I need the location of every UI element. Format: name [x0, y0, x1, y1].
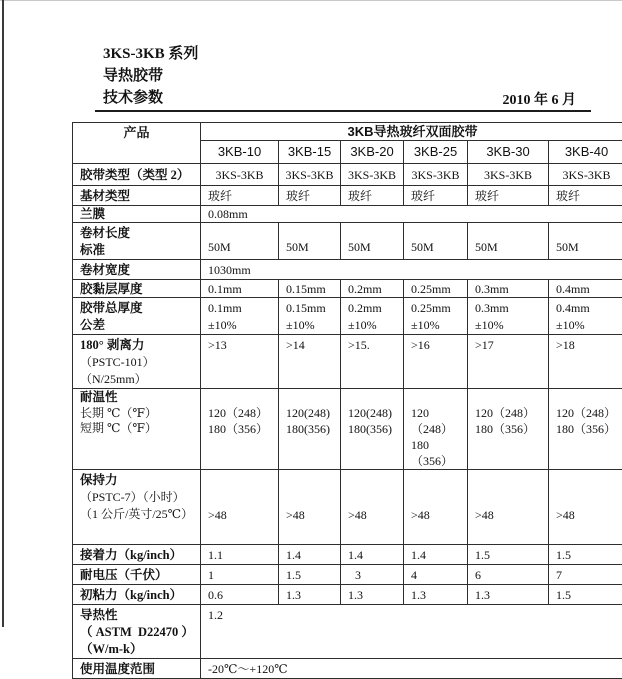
holding-label-line2: （PSTC-7）（小时） [80, 489, 198, 506]
cell-temp-2 [341, 389, 404, 470]
page-top-edge [0, 0, 622, 1]
col-header-3kb40: 3KB-40 [549, 141, 622, 164]
cell-initial-tack-5: 1.5 [549, 585, 622, 605]
row-temp-resistance [73, 389, 622, 470]
cell-substrate-5: 玻纤 [549, 186, 622, 206]
cell-total-thickness-1 [279, 298, 341, 335]
row-holding-power [73, 470, 622, 545]
header-rule [95, 110, 591, 112]
row-label-adhesive-thickness: 胶黏层厚度 [73, 280, 201, 298]
tolerance-val: ±10% [475, 317, 546, 334]
doc-title-section: 技术参数 [103, 87, 198, 109]
tolerance-val: ±10% [411, 317, 465, 334]
cell-voltage-2: 3 [341, 565, 404, 585]
cell-temp-4 [468, 389, 549, 470]
temp-short-val: 180(356) [348, 421, 401, 437]
row-voltage [73, 565, 622, 585]
conductivity-label-line3: （W/m-k） [80, 641, 198, 658]
cell-voltage-3: 4 [404, 565, 468, 585]
cell-roll-width-value: 1030mm [201, 260, 622, 280]
col-header-3kb20: 3KB-20 [341, 141, 404, 164]
row-roll-length [73, 223, 622, 260]
cell-substrate-0: 玻纤 [201, 186, 279, 206]
cell-tape-type-5: 3KS-3KB [549, 164, 622, 186]
temp-label-long: 长期 ℃（℉） [80, 406, 198, 422]
row-tape-type [73, 164, 622, 186]
cell-holding-0: >48 [201, 470, 279, 545]
cell-holding-4: >48 [468, 470, 549, 545]
cell-total-thickness-3 [404, 298, 468, 335]
spec-table [72, 122, 622, 679]
cell-substrate-2: 玻纤 [341, 186, 404, 206]
cell-voltage-1: 1.5 [279, 565, 341, 585]
cell-temp-range-value: -20℃～+120℃ [201, 659, 622, 679]
row-label-initial-tack: 初粘力（kg/inch） [73, 585, 201, 605]
total-thickness-val: 0.1mm [208, 300, 276, 317]
row-adhesive-thickness [73, 280, 622, 298]
col-header-3kb25: 3KB-25 [404, 141, 468, 164]
row-label-conductivity [73, 605, 201, 659]
cell-initial-tack-0: 0.6 [201, 585, 279, 605]
row-adhesion [73, 545, 622, 565]
cell-total-thickness-5 [549, 298, 622, 335]
cell-adhesive-thickness-0: 0.1mm [201, 280, 279, 298]
cell-peel-3: >16 [404, 335, 468, 389]
total-thickness-label-line2: 公差 [80, 317, 198, 334]
cell-adhesion-2: 1.4 [341, 545, 404, 565]
row-initial-tack [73, 585, 622, 605]
temp-short-val: 180(356) [286, 421, 338, 437]
cell-peel-4: >17 [468, 335, 549, 389]
total-thickness-val: 0.25mm [411, 300, 465, 317]
holding-label-line1: 保持力 [80, 472, 198, 489]
doc-date: 2010 年 6 月 [420, 89, 576, 109]
tolerance-val: ±10% [286, 317, 338, 334]
cell-adhesion-3: 1.4 [404, 545, 468, 565]
tolerance-val: ±10% [348, 317, 401, 334]
temp-long-val: 120（248） [475, 405, 546, 421]
row-label-temp-resistance [73, 389, 201, 470]
row-label-total-thickness [73, 298, 201, 335]
cell-holding-3: >48 [404, 470, 468, 545]
conductivity-label-line2: （ ASTM D22470 ） [80, 624, 198, 641]
row-label-adhesion: 接着力（kg/inch） [73, 545, 201, 565]
doc-title-product: 导热胶带 [103, 65, 198, 87]
cell-substrate-4: 玻纤 [468, 186, 549, 206]
cell-initial-tack-1: 1.3 [279, 585, 341, 605]
cell-peel-0: >13 [201, 335, 279, 389]
cell-holding-5: >48 [549, 470, 622, 545]
cell-tape-type-4: 3KS-3KB [468, 164, 549, 186]
temp-long-val: 120(248) [348, 405, 401, 421]
cell-adhesive-thickness-1: 0.15mm [279, 280, 341, 298]
cell-total-thickness-2 [341, 298, 404, 335]
row-label-roll-length [73, 223, 201, 260]
cell-adhesive-thickness-4: 0.3mm [468, 280, 549, 298]
cell-adhesive-thickness-2: 0.2mm [341, 280, 404, 298]
total-thickness-label-line1: 胶带总厚度 [80, 300, 198, 317]
cell-liner-value: 0.08mm [201, 206, 622, 223]
row-label-holding-power [73, 470, 201, 545]
row-temp-range [73, 659, 622, 679]
cell-peel-1: >14 [279, 335, 341, 389]
corner-cell-product: 产品 [73, 123, 201, 164]
temp-label-line1: 耐温性 [80, 390, 198, 406]
row-label-roll-width: 卷材宽度 [73, 260, 201, 280]
cell-conductivity-value: 1.2 [201, 605, 622, 659]
row-peel-strength [73, 335, 622, 389]
temp-long-val: 120（248） [556, 405, 622, 421]
temp-label-short: 短期 ℃（℉） [80, 421, 198, 437]
cell-holding-2: >48 [341, 470, 404, 545]
cell-voltage-5: 7 [549, 565, 622, 585]
total-thickness-val: 0.4mm [556, 300, 622, 317]
cell-adhesion-1: 1.4 [279, 545, 341, 565]
temp-short-val: 180（356） [208, 421, 276, 437]
conductivity-label-line1: 导热性 [80, 607, 198, 624]
total-thickness-val: 0.15mm [286, 300, 338, 317]
peel-label-line1: 180° 剥离力 [80, 337, 198, 354]
total-thickness-val: 0.2mm [348, 300, 401, 317]
row-label-temp-range: 使用温度范围 [73, 659, 201, 679]
cell-temp-5 [549, 389, 622, 470]
temp-long-val: 120(248) [286, 405, 338, 421]
group-header-cell: 3KB导热玻纤双面胶带 [201, 123, 622, 141]
cell-holding-1: >48 [279, 470, 341, 545]
tolerance-val: ±10% [208, 317, 276, 334]
peel-label-line2: （PSTC-101）（N/25mm） [80, 354, 198, 388]
doc-title-series: 3KS-3KB 系列 [103, 43, 198, 65]
cell-voltage-0: 1 [201, 565, 279, 585]
cell-temp-3 [404, 389, 468, 470]
row-total-thickness [73, 298, 622, 335]
cell-roll-length-1: 50M [279, 223, 341, 260]
temp-short-val: 180（356） [475, 421, 546, 437]
cell-voltage-4: 6 [468, 565, 549, 585]
col-header-3kb15: 3KB-15 [279, 141, 341, 164]
cell-total-thickness-4 [468, 298, 549, 335]
cell-substrate-3: 玻纤 [404, 186, 468, 206]
cell-adhesion-4: 1.5 [468, 545, 549, 565]
cell-tape-type-3: 3KS-3KB [404, 164, 468, 186]
temp-short-val: 180（356） [556, 421, 622, 437]
cell-total-thickness-0 [201, 298, 279, 335]
cell-roll-length-3: 50M [404, 223, 468, 260]
cell-tape-type-0: 3KS-3KB [201, 164, 279, 186]
row-group-header [73, 123, 622, 141]
col-header-3kb10: 3KB-10 [201, 141, 279, 164]
cell-roll-length-5: 50M [549, 223, 622, 260]
temp-long-val: 120（248） [208, 405, 276, 421]
roll-length-label-line1: 卷材长度 [80, 225, 198, 242]
doc-header [103, 43, 198, 109]
cell-peel-2: >15. [341, 335, 404, 389]
temp-long-val: 120（248） [411, 405, 465, 437]
cell-initial-tack-2: 1.3 [341, 585, 404, 605]
cell-adhesive-thickness-5: 0.4mm [549, 280, 622, 298]
row-label-substrate: 基材类型 [73, 186, 201, 206]
roll-length-label-line2: 标准 [80, 242, 198, 259]
cell-tape-type-2: 3KS-3KB [341, 164, 404, 186]
row-substrate [73, 186, 622, 206]
row-label-voltage: 耐电压（千伏） [73, 565, 201, 585]
row-label-tape-type: 胶带类型（类型 2） [73, 164, 201, 186]
row-roll-width [73, 260, 622, 280]
cell-temp-0 [201, 389, 279, 470]
cell-roll-length-0: 50M [201, 223, 279, 260]
row-label-liner: 兰膜 [73, 206, 201, 223]
cell-initial-tack-4: 1.3 [468, 585, 549, 605]
cell-roll-length-4: 50M [468, 223, 549, 260]
temp-short-val: 180（356） [411, 437, 465, 469]
tolerance-val: ±10% [556, 317, 622, 334]
cell-adhesive-thickness-3: 0.25mm [404, 280, 468, 298]
cell-adhesion-0: 1.1 [201, 545, 279, 565]
cell-initial-tack-3: 1.3 [404, 585, 468, 605]
cell-tape-type-1: 3KS-3KB [279, 164, 341, 186]
cell-roll-length-2: 50M [341, 223, 404, 260]
cell-temp-1 [279, 389, 341, 470]
col-header-3kb30: 3KB-30 [468, 141, 549, 164]
holding-label-line3: （1 公斤/英寸/25℃） [80, 506, 198, 523]
cell-substrate-1: 玻纤 [279, 186, 341, 206]
page-left-edge [2, 0, 4, 627]
total-thickness-val: 0.3mm [475, 300, 546, 317]
row-liner [73, 206, 622, 223]
cell-adhesion-5: 1.5 [549, 545, 622, 565]
cell-peel-5: >18 [549, 335, 622, 389]
row-conductivity [73, 605, 622, 659]
row-label-peel-strength [73, 335, 201, 389]
